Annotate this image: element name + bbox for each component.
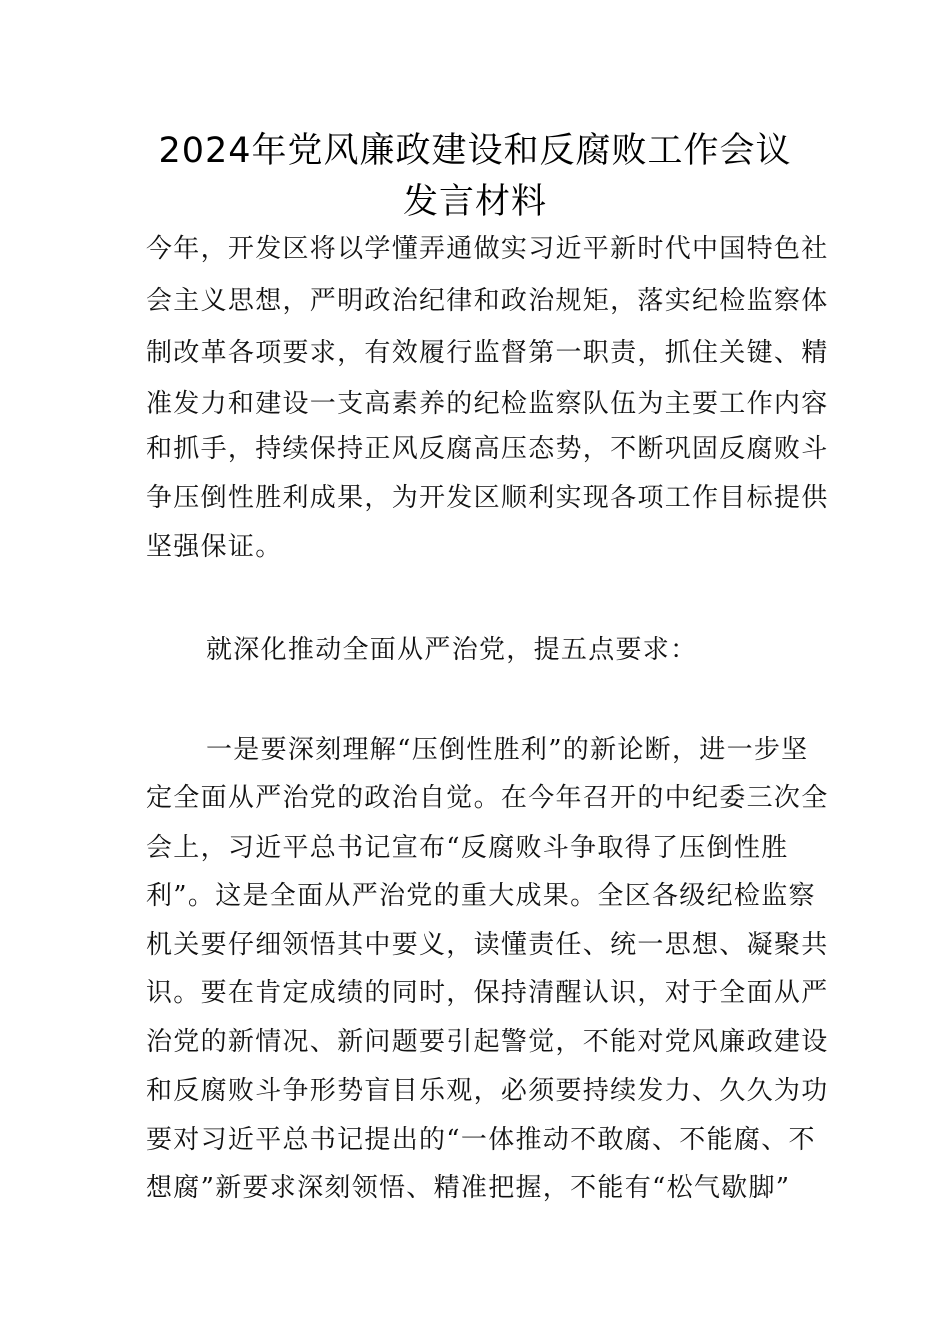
paragraph-line: 定全面从严治党的政治自觉。在今年召开的中纪委三次全	[146, 783, 829, 813]
paragraph-line: 识。要在肯定成绩的同时，保持清醒认识，对于全面从严	[146, 978, 829, 1008]
paragraph-line: 会上，习近平总书记宣布“反腐败斗争取得了压倒性胜	[146, 833, 789, 863]
paragraph-line: 想腐”新要求深刻领悟、精准把握，不能有“松气歇脚”	[146, 1173, 791, 1203]
paragraph-line: 今年，开发区将以学懂弄通做实习近平新时代中国特色社	[146, 234, 829, 264]
paragraph-line: 利”。这是全面从严治党的重大成果。全区各级纪检监察	[146, 881, 816, 911]
document-title-line-2: 发言材料	[402, 182, 547, 222]
paragraph-line: 机关要仔细领悟其中要义，读懂责任、统一思想、凝聚共	[146, 930, 829, 960]
paragraph-line: 会主义思想，严明政治纪律和政治规矩，落实纪检监察体	[146, 286, 829, 316]
paragraph-line: 要对习近平总书记提出的“一体推动不敢腐、不能腐、不	[146, 1125, 816, 1155]
paragraph-line: 一是要深刻理解“压倒性胜利”的新论断，进一步坚	[206, 735, 809, 765]
paragraph-line: 坚强保证。	[146, 532, 283, 562]
paragraph-line: 准发力和建设一支高素养的纪检监察队伍为主要工作内容	[146, 389, 829, 419]
paragraph-line: 和抓手，持续保持正风反腐高压态势，不断巩固反腐败斗	[146, 434, 829, 464]
paragraph-line: 就深化推动全面从严治党，提五点要求：	[206, 635, 698, 665]
document-title-line-1: 2024年党风廉政建设和反腐败工作会议	[158, 131, 792, 171]
paragraph-line: 争压倒性胜利成果，为开发区顺利实现各项工作目标提供	[146, 483, 829, 513]
paragraph-line: 制改革各项要求，有效履行监督第一职责，抓住关键、精	[146, 338, 829, 368]
paragraph-line: 和反腐败斗争形势盲目乐观，必须要持续发力、久久为功	[146, 1076, 829, 1106]
paragraph-line: 治党的新情况、新问题要引起警觉，不能对党风廉政建设	[146, 1027, 829, 1057]
